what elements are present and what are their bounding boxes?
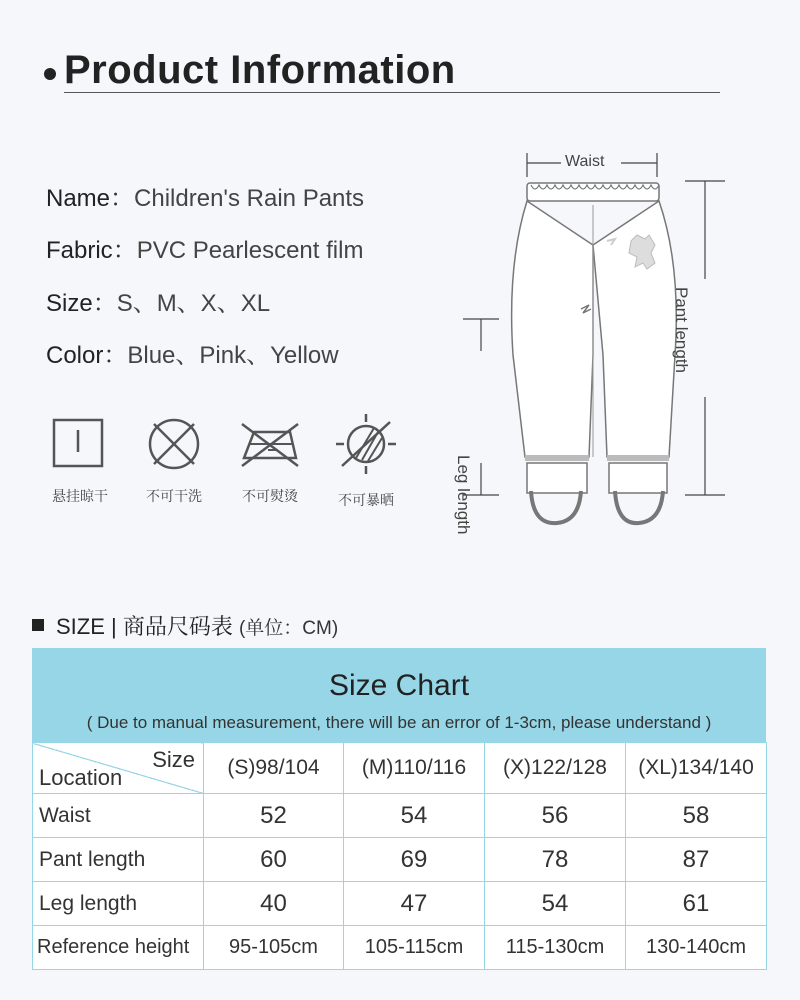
separator: ： xyxy=(110,185,135,212)
table-row xyxy=(33,838,767,882)
table-cell: 54 xyxy=(344,794,485,838)
header-rule xyxy=(64,92,720,93)
care-caption: 不可熨烫 xyxy=(242,488,298,504)
table-cell: 69 xyxy=(344,838,485,882)
care-item-hang-dry xyxy=(40,412,120,506)
table-cell: 54 xyxy=(485,882,626,926)
size-heading xyxy=(32,610,338,641)
column-header: (XL)134/140 xyxy=(626,743,767,794)
size-chart-banner xyxy=(32,648,766,742)
corner-location-label: Location xyxy=(39,765,123,790)
row-label: Reference height xyxy=(33,926,204,970)
table-cell: 130-140cm xyxy=(626,926,767,970)
care-caption: 不可暴晒 xyxy=(338,492,394,508)
care-item-no-iron xyxy=(230,412,310,506)
product-color-label: Color xyxy=(46,342,104,369)
no-sun-icon xyxy=(334,412,398,476)
row-label: Leg length xyxy=(33,882,204,926)
size-chart-title: Size Chart xyxy=(328,669,470,702)
table-cell: 115-130cm xyxy=(485,926,626,970)
bullet-dot xyxy=(44,68,56,80)
leg-length-label: Leg length xyxy=(454,455,473,535)
pant-length-label: Pant length xyxy=(672,287,691,374)
page-title: Product Information xyxy=(64,48,456,92)
care-instructions xyxy=(40,412,420,522)
product-fabric-label: Fabric xyxy=(46,237,113,264)
care-item-no-sun xyxy=(326,412,406,510)
table-cell: 52 xyxy=(204,794,344,838)
care-caption: 悬挂晾干 xyxy=(52,488,108,504)
bullet-square xyxy=(32,619,44,631)
table-cell: 58 xyxy=(626,794,767,838)
no-wash-icon xyxy=(144,412,204,472)
table-cell: 56 xyxy=(485,794,626,838)
product-size-row xyxy=(46,283,270,318)
product-name-label: Name xyxy=(46,185,111,212)
care-caption: 不可干洗 xyxy=(146,488,202,504)
product-name-row xyxy=(46,178,364,213)
waist-label: Waist xyxy=(565,153,605,170)
row-label: Pant length xyxy=(33,838,204,882)
table-row xyxy=(33,794,767,838)
column-header: (X)122/128 xyxy=(485,743,626,794)
hang-dry-icon xyxy=(50,412,110,472)
separator: ： xyxy=(92,290,117,317)
column-header: (M)110/116 xyxy=(344,743,485,794)
table-cell: 105-115cm xyxy=(344,926,485,970)
product-fabric-row xyxy=(46,230,363,265)
size-chart-note: ( Due to manual measurement, there will be an error of 1-3cm, please understand ) xyxy=(86,713,712,732)
size-heading-text: SIZE | 商品尺码表 xyxy=(56,614,233,639)
column-header: (S)98/104 xyxy=(204,743,344,794)
corner-cell xyxy=(33,743,204,794)
size-chart xyxy=(32,648,766,970)
product-color-value: Blue、Pink、Yellow xyxy=(127,342,339,369)
table-cell: 95-105cm xyxy=(204,926,344,970)
product-color-row xyxy=(46,335,339,370)
table-cell: 78 xyxy=(485,838,626,882)
table-header-row xyxy=(33,743,767,794)
care-item-no-wash xyxy=(134,412,214,506)
row-label: Waist xyxy=(33,794,204,838)
product-size-label: Size xyxy=(46,290,93,317)
product-size-value: S、M、X、XL xyxy=(116,290,271,317)
table-row xyxy=(33,882,767,926)
size-unit: (单位：CM) xyxy=(238,618,339,639)
separator: ： xyxy=(112,237,137,264)
table-cell: 61 xyxy=(626,882,767,926)
table-cell: 87 xyxy=(626,838,767,882)
size-table xyxy=(32,742,767,970)
product-name-value: Children's Rain Pants xyxy=(134,185,365,212)
table-cell: 40 xyxy=(204,882,344,926)
no-iron-icon xyxy=(238,412,302,472)
pants-diagram xyxy=(454,145,745,535)
table-cell: 47 xyxy=(344,882,485,926)
corner-size-label: Size xyxy=(152,747,195,772)
table-cell: 60 xyxy=(204,838,344,882)
separator: ： xyxy=(103,342,128,369)
table-row xyxy=(33,926,767,970)
product-fabric-value: PVC Pearlescent film xyxy=(136,237,364,264)
pants-illustration xyxy=(455,145,745,530)
